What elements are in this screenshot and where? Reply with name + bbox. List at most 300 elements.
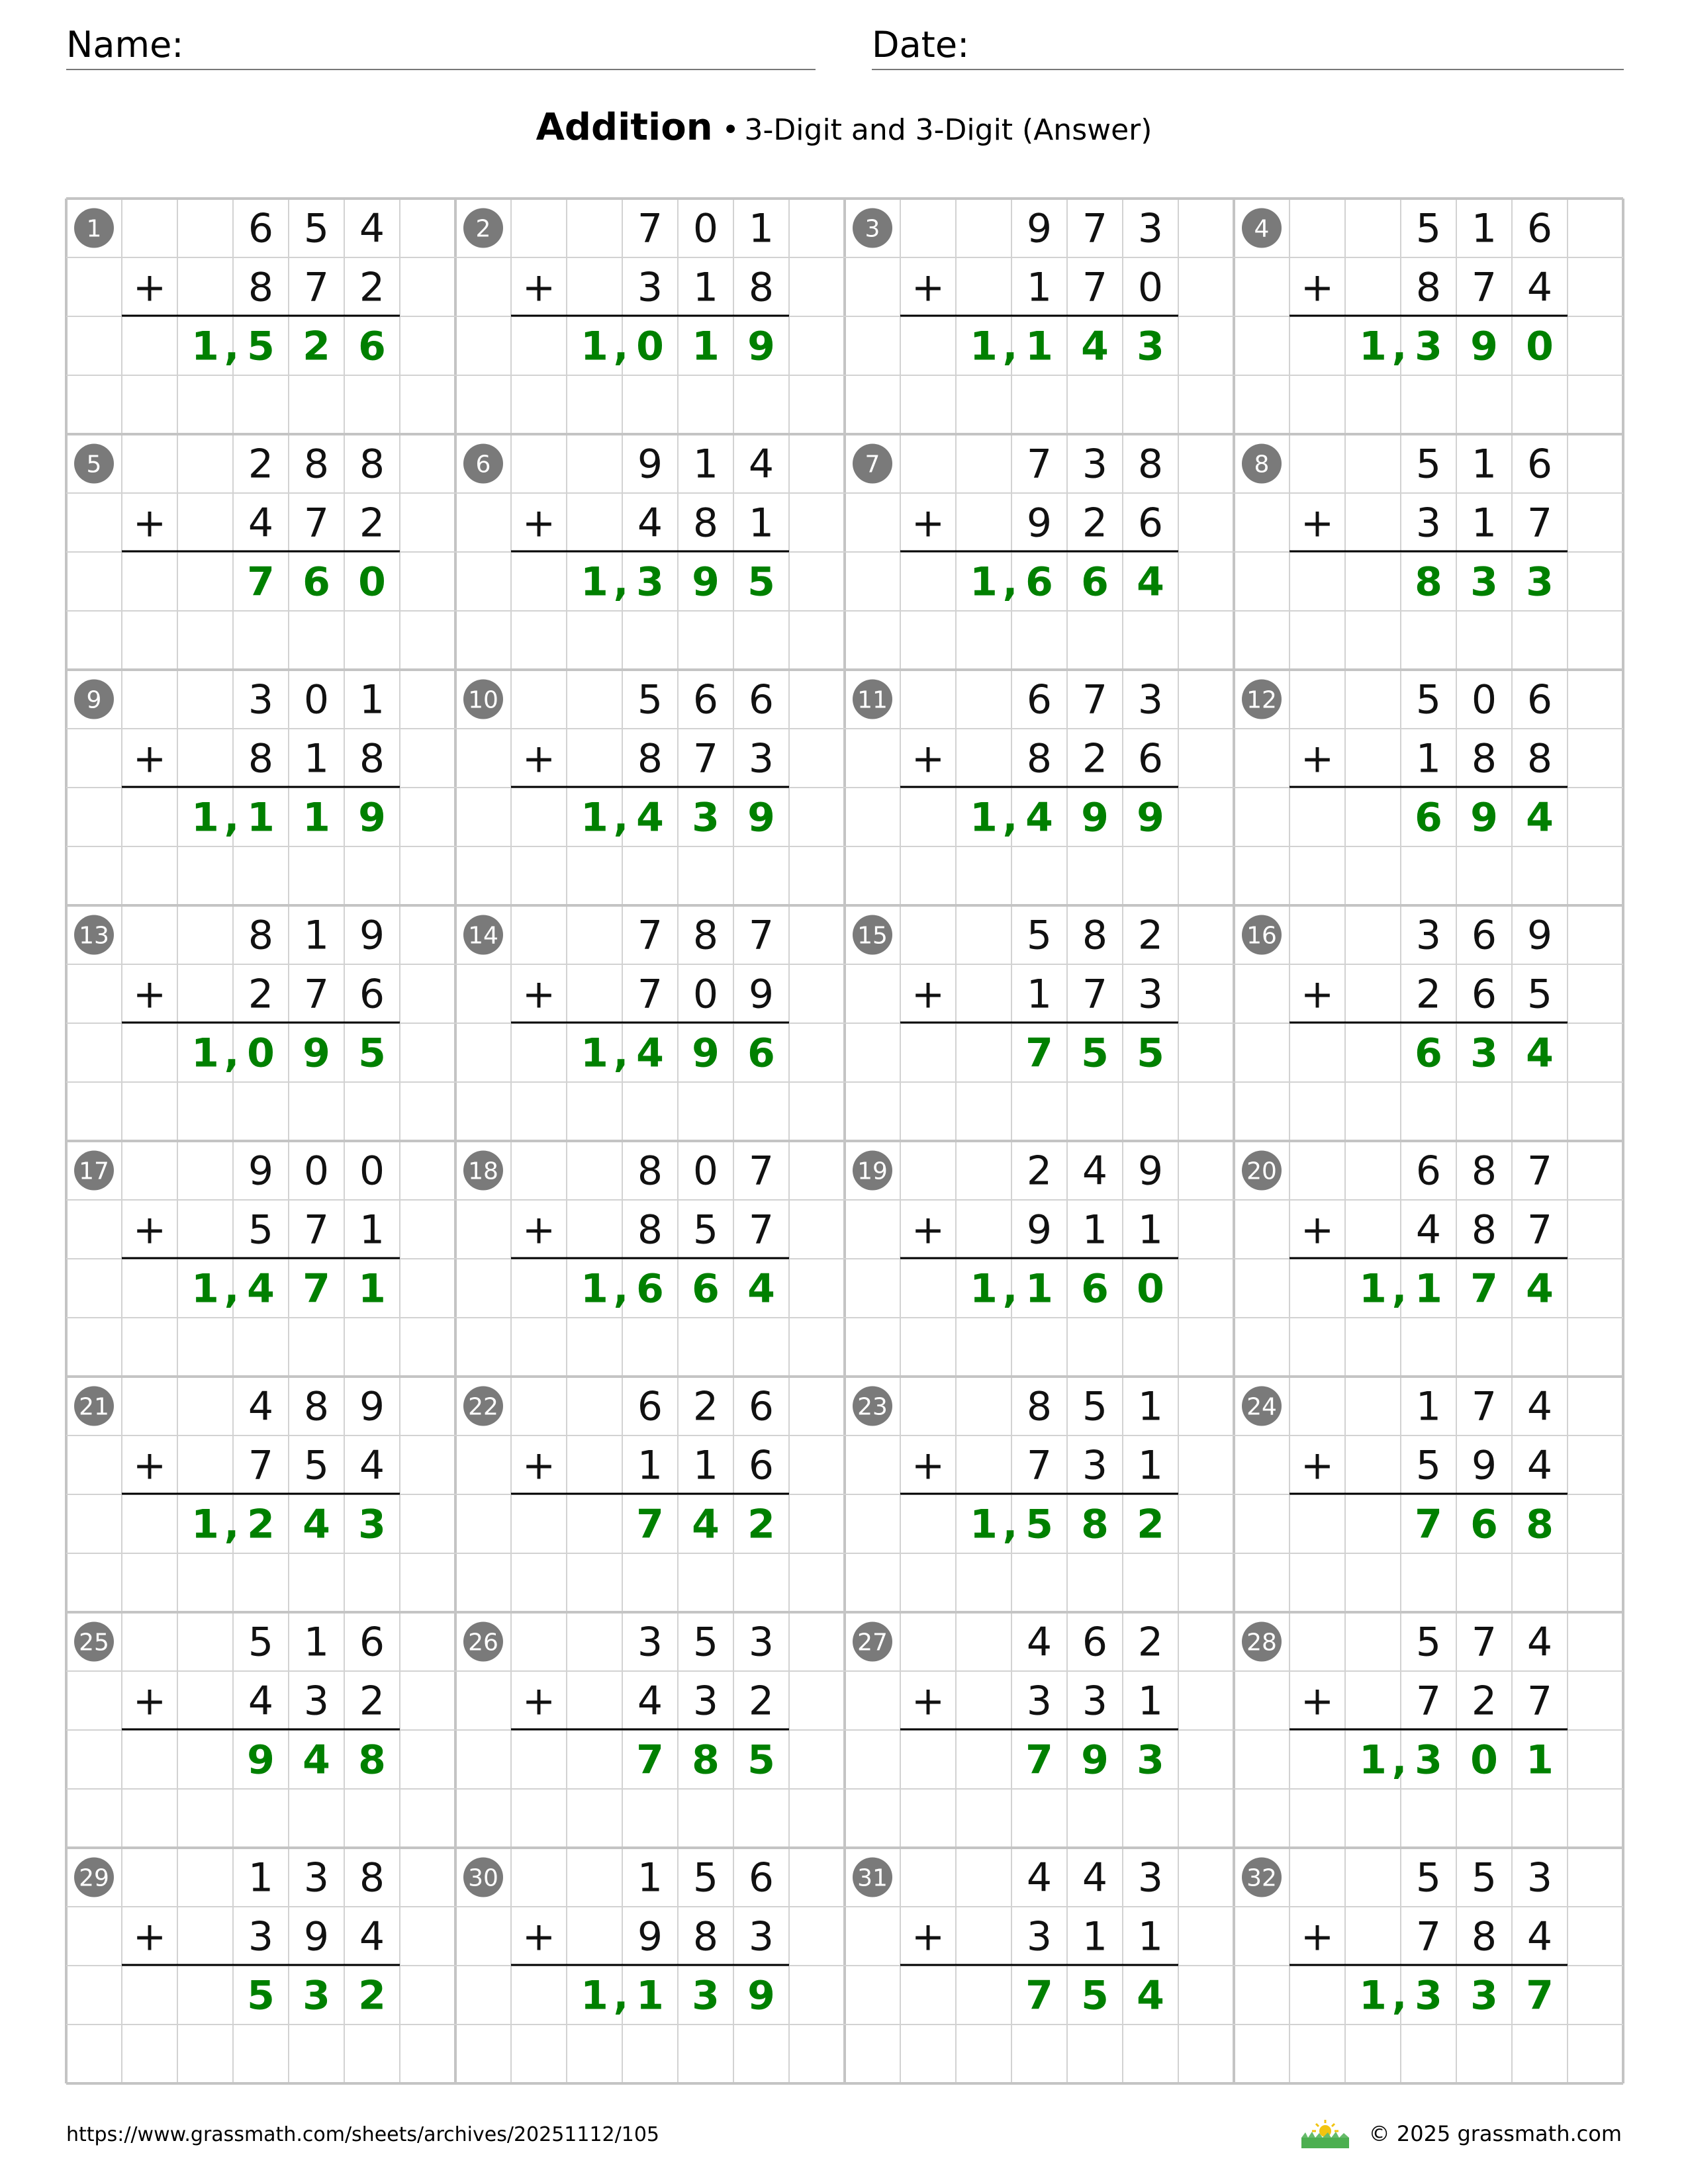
plus-sign: + [911, 1913, 945, 1960]
addend-digit: 3 [303, 1854, 330, 1901]
addend-digit: 2 [1026, 1148, 1053, 1195]
plus-sign: + [911, 264, 945, 311]
answer-digit: 9 [247, 1737, 275, 1784]
addend-digit: 4 [1526, 1383, 1553, 1430]
answer-digit: 3 [303, 1972, 330, 2019]
problem-number: 30 [468, 1864, 498, 1892]
plus-sign: + [522, 500, 556, 547]
addend-digit: 0 [692, 1148, 719, 1195]
answer-digit: 5 [247, 323, 275, 370]
addend-digit: 1 [692, 264, 719, 311]
addend-digit: 6 [1526, 205, 1553, 252]
addend-digit: 9 [637, 1913, 663, 1960]
answer-digit: 6 [303, 559, 330, 606]
answer-digit: 1 [581, 559, 608, 606]
answer-digit: 4 [1025, 794, 1053, 841]
addend-digit: 8 [692, 500, 719, 547]
problem-number: 11 [857, 686, 888, 714]
addend-digit: 6 [1137, 735, 1164, 782]
addend-digit: 1 [1471, 500, 1497, 547]
problem-30 [463, 1855, 789, 2019]
addend-digit: 8 [303, 441, 330, 488]
addend-digit: 6 [1026, 676, 1053, 723]
title-subtitle: 3-Digit and 3-Digit (Answer) [744, 113, 1152, 147]
grass-sun-logo-icon [1299, 2118, 1352, 2150]
answer-digit: 9 [1137, 794, 1164, 841]
problem-number: 7 [865, 451, 880, 478]
answer-digit: 1 [1359, 1265, 1387, 1312]
addend-digit: 8 [637, 735, 663, 782]
addend-digit: 0 [1137, 264, 1164, 311]
plus-sign: + [911, 735, 945, 782]
answer-digit: 3 [1526, 559, 1554, 606]
addend-digit: 7 [748, 1148, 774, 1195]
addend-digit: 1 [1082, 1206, 1108, 1253]
addend-digit: 2 [1137, 912, 1164, 959]
problem-number: 26 [468, 1629, 498, 1657]
answer-digit: 1 [191, 794, 219, 841]
plus-sign: + [522, 1442, 556, 1489]
addend-digit: 2 [692, 1383, 719, 1430]
answer-comma: , [1002, 1265, 1018, 1312]
answer-digit: 9 [1081, 794, 1109, 841]
answer-digit: 9 [1470, 794, 1498, 841]
plus-sign: + [1300, 1678, 1335, 1725]
grid-lines [66, 199, 1623, 2083]
addend-digit: 2 [359, 500, 385, 547]
addend-digit: 7 [1415, 1678, 1442, 1725]
addend-digit: 7 [637, 971, 663, 1018]
addend-digit: 6 [748, 1383, 774, 1430]
addend-digit: 3 [1137, 205, 1164, 252]
plus-sign: + [132, 1913, 167, 1960]
answer-comma: , [224, 1030, 240, 1077]
addend-digit: 3 [1415, 500, 1442, 547]
answer-digit: 3 [692, 1972, 720, 2019]
answer-digit: 0 [1470, 1737, 1498, 1784]
addend-digit: 4 [359, 205, 385, 252]
addend-digit: 5 [1526, 971, 1553, 1018]
addend-digit: 5 [1415, 676, 1442, 723]
answer-digit: 8 [1415, 559, 1442, 606]
date-label: Date: [872, 24, 970, 66]
answer-digit: 0 [1526, 323, 1554, 370]
addend-digit: 5 [1026, 912, 1053, 959]
plus-sign: + [522, 971, 556, 1018]
answer-digit: 3 [1137, 323, 1164, 370]
addend-digit: 7 [637, 912, 663, 959]
answer-comma: , [224, 1501, 240, 1548]
addend-digit: 6 [1526, 676, 1553, 723]
answer-comma: , [1391, 1972, 1407, 2019]
problem-number: 9 [86, 686, 102, 714]
addend-digit: 4 [1526, 1619, 1553, 1666]
addend-digit: 4 [1526, 1442, 1553, 1489]
addend-digit: 9 [1026, 1206, 1053, 1253]
answer-digit: 1 [191, 1265, 219, 1312]
problem-number: 13 [79, 922, 109, 950]
addend-digit: 1 [1137, 1442, 1164, 1489]
addend-digit: 6 [1471, 912, 1497, 959]
addend-digit: 5 [1415, 1442, 1442, 1489]
addend-digit: 5 [303, 1442, 330, 1489]
addend-digit: 9 [1026, 500, 1053, 547]
answer-digit: 1 [1359, 1972, 1387, 2019]
answer-digit: 4 [1526, 794, 1554, 841]
addend-digit: 4 [1526, 1913, 1553, 1960]
plus-sign: + [1300, 1206, 1335, 1253]
plus-sign: + [522, 1913, 556, 1960]
plus-sign: + [911, 971, 945, 1018]
plus-sign: + [1300, 971, 1335, 1018]
problem-6 [463, 441, 789, 606]
answer-digit: 9 [747, 1972, 775, 2019]
addend-digit: 3 [1415, 912, 1442, 959]
addend-digit: 0 [359, 1148, 385, 1195]
addend-digit: 7 [1082, 971, 1108, 1018]
addend-digit: 8 [637, 1206, 663, 1253]
problem-19 [853, 1148, 1178, 1312]
addend-digit: 8 [303, 1383, 330, 1430]
problem-number: 16 [1246, 922, 1277, 950]
answer-digit: 1 [581, 323, 608, 370]
answer-digit: 9 [1081, 1737, 1109, 1784]
answer-digit: 9 [747, 323, 775, 370]
addend-digit: 5 [637, 676, 663, 723]
answer-digit: 7 [636, 1501, 664, 1548]
answer-digit: 6 [747, 1030, 775, 1077]
addend-digit: 8 [1471, 1148, 1497, 1195]
addend-digit: 1 [303, 912, 330, 959]
addend-digit: 0 [303, 1148, 330, 1195]
copyright: © 2025 grassmath.com [1368, 2121, 1622, 2146]
problem-7 [853, 441, 1178, 606]
answer-digit: 5 [358, 1030, 386, 1077]
addend-digit: 5 [248, 1619, 274, 1666]
addend-digit: 1 [359, 676, 385, 723]
answer-digit: 2 [1137, 1501, 1164, 1548]
answer-digit: 7 [1025, 1972, 1053, 2019]
answer-digit: 1 [581, 1972, 608, 2019]
problem-10 [463, 677, 789, 841]
answer-digit: 6 [1081, 1265, 1109, 1312]
answer-comma: , [613, 794, 629, 841]
addend-digit: 7 [1082, 264, 1108, 311]
answer-digit: 5 [747, 1737, 775, 1784]
answer-digit: 1 [191, 1501, 219, 1548]
addend-digit: 7 [1526, 1148, 1553, 1195]
addend-digit: 8 [1471, 1206, 1497, 1253]
addend-digit: 4 [359, 1442, 385, 1489]
addend-digit: 7 [1471, 264, 1497, 311]
addend-digit: 2 [359, 264, 385, 311]
answer-comma: , [1002, 794, 1018, 841]
addend-digit: 3 [1082, 1678, 1108, 1725]
addend-digit: 7 [1082, 676, 1108, 723]
addend-digit: 7 [1526, 500, 1553, 547]
answer-digit: 7 [303, 1265, 330, 1312]
answer-comma: , [1391, 1265, 1407, 1312]
addend-digit: 4 [637, 500, 663, 547]
addend-digit: 7 [637, 205, 663, 252]
addend-digit: 9 [359, 912, 385, 959]
addend-digit: 2 [1471, 1678, 1497, 1725]
answer-digit: 1 [970, 559, 998, 606]
answer-digit: 4 [1526, 1030, 1554, 1077]
addend-digit: 2 [1137, 1619, 1164, 1666]
addend-digit: 6 [637, 1383, 663, 1430]
footer-url: https://www.grassmath.com/sheets/archives/20251112/105 [66, 2123, 660, 2146]
answer-digit: 3 [1470, 1030, 1498, 1077]
addend-digit: 3 [1137, 971, 1164, 1018]
answer-digit: 3 [1415, 323, 1442, 370]
addend-digit: 6 [748, 1854, 774, 1901]
addend-digit: 8 [1471, 1913, 1497, 1960]
title-bullet: • [722, 113, 739, 147]
problem-5 [74, 441, 400, 606]
answer-digit: 9 [358, 794, 386, 841]
answer-digit: 3 [692, 794, 720, 841]
footer-brand [1299, 2118, 1622, 2150]
addend-digit: 7 [1526, 1206, 1553, 1253]
addend-digit: 1 [692, 1442, 719, 1489]
problem-number: 3 [865, 215, 880, 243]
addend-digit: 8 [1082, 912, 1108, 959]
addend-digit: 6 [1415, 1148, 1442, 1195]
addend-digit: 1 [637, 1442, 663, 1489]
answer-comma: , [1002, 323, 1018, 370]
answer-digit: 7 [636, 1737, 664, 1784]
problems [74, 206, 1568, 2019]
problem-number: 25 [79, 1629, 109, 1657]
problem-14 [463, 913, 789, 1077]
answer-digit: 9 [747, 794, 775, 841]
addend-digit: 7 [303, 971, 330, 1018]
title-main: Addition [536, 106, 713, 149]
answer-digit: 4 [747, 1265, 775, 1312]
problem-number: 4 [1254, 215, 1270, 243]
addend-digit: 9 [1471, 1442, 1497, 1489]
addend-digit: 1 [1026, 264, 1053, 311]
addend-digit: 7 [748, 1206, 774, 1253]
plus-sign: + [132, 735, 167, 782]
plus-sign: + [1300, 264, 1335, 311]
answer-digit: 1 [1025, 1265, 1053, 1312]
problem-number: 31 [857, 1864, 888, 1892]
answer-digit: 0 [247, 1030, 275, 1077]
addend-digit: 7 [692, 735, 719, 782]
problem-number: 28 [1246, 1629, 1277, 1657]
plus-sign: + [522, 735, 556, 782]
addend-digit: 3 [748, 1619, 774, 1666]
answer-digit: 6 [1415, 1030, 1442, 1077]
addend-digit: 8 [1137, 441, 1164, 488]
answer-digit: 0 [1137, 1265, 1164, 1312]
problem-number: 27 [857, 1629, 888, 1657]
addend-digit: 4 [248, 1678, 274, 1725]
answer-digit: 6 [1415, 794, 1442, 841]
answer-digit: 1 [581, 1030, 608, 1077]
problem-number: 19 [857, 1158, 888, 1185]
addend-digit: 7 [748, 912, 774, 959]
addend-digit: 8 [248, 264, 274, 311]
addend-digit: 1 [637, 1854, 663, 1901]
addend-digit: 4 [637, 1678, 663, 1725]
addend-digit: 7 [1526, 1678, 1553, 1725]
answer-comma: , [613, 1265, 629, 1312]
problem-22 [463, 1384, 789, 1548]
answer-comma: , [613, 1030, 629, 1077]
addend-digit: 9 [1137, 1148, 1164, 1195]
answer-digit: 6 [1081, 559, 1109, 606]
answer-digit: 3 [1470, 1972, 1498, 2019]
addend-digit: 4 [1026, 1619, 1053, 1666]
answer-digit: 4 [636, 1030, 664, 1077]
addend-digit: 6 [1471, 971, 1497, 1018]
problem-number: 18 [468, 1158, 498, 1185]
problem-25 [74, 1619, 400, 1784]
answer-digit: 7 [1526, 1972, 1554, 2019]
addend-digit: 2 [359, 1678, 385, 1725]
addend-digit: 6 [359, 971, 385, 1018]
addend-digit: 5 [1415, 1619, 1442, 1666]
answer-digit: 1 [1359, 323, 1387, 370]
addend-digit: 5 [692, 1206, 719, 1253]
problem-number: 20 [1246, 1158, 1277, 1185]
answer-digit: 7 [1415, 1501, 1442, 1548]
problem-9 [74, 677, 400, 841]
problem-number: 23 [857, 1393, 888, 1421]
addend-digit: 7 [303, 500, 330, 547]
answer-digit: 2 [358, 1972, 386, 2019]
problem-number: 14 [468, 922, 498, 950]
answer-digit: 8 [1081, 1501, 1109, 1548]
answer-digit: 8 [358, 1737, 386, 1784]
answer-digit: 6 [636, 1265, 664, 1312]
addend-digit: 0 [1471, 676, 1497, 723]
addend-digit: 9 [303, 1913, 330, 1960]
plus-sign: + [132, 1442, 167, 1489]
addend-digit: 3 [637, 264, 663, 311]
answer-digit: 5 [1081, 1972, 1109, 2019]
addend-digit: 0 [692, 205, 719, 252]
problem-24 [1242, 1384, 1568, 1548]
addend-digit: 6 [692, 676, 719, 723]
addend-digit: 8 [637, 1148, 663, 1195]
addend-digit: 5 [692, 1854, 719, 1901]
addend-digit: 6 [1137, 500, 1164, 547]
problem-number: 15 [857, 922, 888, 950]
addend-digit: 3 [248, 676, 274, 723]
answer-comma: , [613, 1972, 629, 2019]
problem-2 [463, 206, 789, 370]
addend-digit: 4 [748, 441, 774, 488]
plus-sign: + [132, 971, 167, 1018]
addend-digit: 4 [1526, 264, 1553, 311]
addend-digit: 8 [248, 912, 274, 959]
answer-digit: 5 [247, 1972, 275, 2019]
answer-digit: 7 [1470, 1265, 1498, 1312]
answer-digit: 0 [358, 559, 386, 606]
answer-comma: , [1391, 323, 1407, 370]
addend-digit: 1 [303, 1619, 330, 1666]
addend-digit: 8 [248, 735, 274, 782]
addend-digit: 7 [1082, 205, 1108, 252]
name-label: Name: [66, 24, 184, 66]
answer-digit: 6 [1025, 559, 1053, 606]
addend-digit: 9 [359, 1383, 385, 1430]
addend-digit: 3 [1137, 1854, 1164, 1901]
problem-29 [74, 1855, 400, 2019]
addend-digit: 2 [1082, 735, 1108, 782]
addend-digit: 3 [1526, 1854, 1553, 1901]
answer-comma: , [613, 559, 629, 606]
answer-digit: 4 [1526, 1265, 1554, 1312]
addend-digit: 8 [692, 1913, 719, 1960]
answer-digit: 4 [692, 1501, 720, 1548]
plus-sign: + [911, 1678, 945, 1725]
addend-digit: 1 [303, 735, 330, 782]
addend-digit: 7 [1026, 1442, 1053, 1489]
answer-digit: 1 [970, 1501, 998, 1548]
answer-digit: 1 [692, 323, 720, 370]
addend-digit: 2 [1082, 500, 1108, 547]
addend-digit: 1 [1137, 1206, 1164, 1253]
addend-digit: 7 [303, 1206, 330, 1253]
addend-digit: 9 [1526, 912, 1553, 959]
addend-digit: 4 [248, 1383, 274, 1430]
plus-sign: + [911, 1442, 945, 1489]
addend-digit: 3 [1082, 441, 1108, 488]
answer-digit: 3 [1415, 1737, 1442, 1784]
problem-4 [1242, 206, 1568, 370]
problem-number: 1 [86, 215, 102, 243]
addend-digit: 1 [748, 205, 774, 252]
answer-digit: 9 [1470, 323, 1498, 370]
addend-digit: 5 [248, 1206, 274, 1253]
answer-digit: 1 [1359, 1737, 1387, 1784]
addend-digit: 1 [1137, 1383, 1164, 1430]
addend-digit: 3 [748, 735, 774, 782]
problem-number: 21 [79, 1393, 109, 1421]
answer-digit: 7 [1025, 1737, 1053, 1784]
answer-digit: 4 [636, 794, 664, 841]
addend-digit: 4 [1082, 1854, 1108, 1901]
problem-17 [74, 1148, 400, 1312]
answer-digit: 1 [970, 1265, 998, 1312]
plus-sign: + [911, 500, 945, 547]
addend-digit: 8 [692, 912, 719, 959]
answer-digit: 5 [747, 559, 775, 606]
problem-number: 2 [475, 215, 491, 243]
addend-digit: 1 [1137, 1913, 1164, 1960]
problem-1 [74, 206, 400, 370]
addend-digit: 1 [1415, 1383, 1442, 1430]
addend-digit: 9 [748, 971, 774, 1018]
addend-digit: 3 [1082, 1442, 1108, 1489]
addend-digit: 2 [1415, 971, 1442, 1018]
answer-digit: 4 [303, 1737, 330, 1784]
answer-digit: 8 [692, 1737, 720, 1784]
addend-digit: 8 [359, 1854, 385, 1901]
addend-digit: 5 [1082, 1383, 1108, 1430]
addend-digit: 2 [748, 1678, 774, 1725]
answer-digit: 9 [692, 1030, 720, 1077]
answer-digit: 4 [1137, 1972, 1164, 2019]
answer-digit: 5 [1081, 1030, 1109, 1077]
plus-sign: + [522, 264, 556, 311]
answer-digit: 9 [303, 1030, 330, 1077]
